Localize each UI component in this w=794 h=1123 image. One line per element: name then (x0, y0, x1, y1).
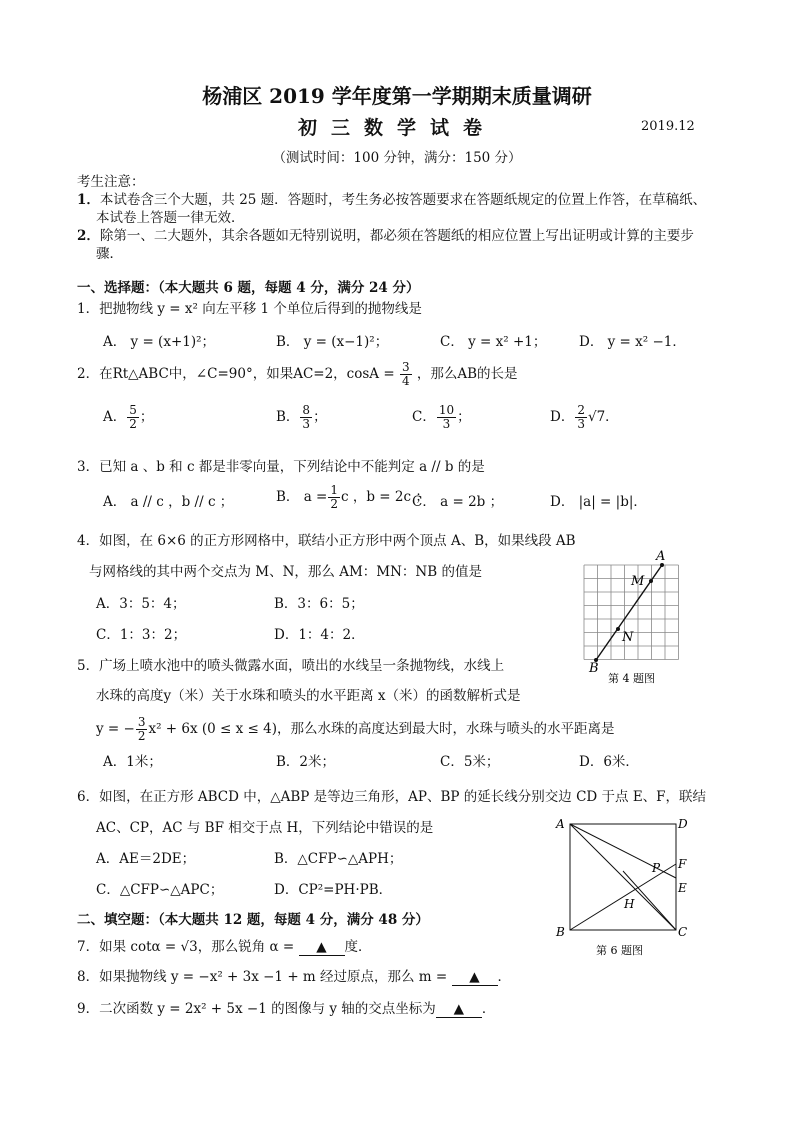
numerator: 2 (577, 403, 585, 417)
notes-item-2 (77, 224, 694, 244)
label-h: H (624, 897, 635, 911)
segment-bf (570, 864, 676, 930)
q6-option-c: C．△CFP∽△APC； (96, 882, 224, 898)
section-1-title: 一、选择题：（本大题共 6 题，每题 4 分，满分 24 分） (77, 280, 420, 296)
q2-option-c (412, 404, 471, 431)
q2-stem-fraction (400, 361, 412, 388)
label-m: M (631, 574, 645, 589)
q3-stem: 3．已知 a 、b 和 c 都是非零向量，下列结论中不能判定 a // b 的是 (77, 459, 485, 475)
numerator: 8 (302, 403, 311, 417)
option-label: D． (550, 409, 575, 425)
q2-option-a (103, 404, 153, 431)
label-b: B (556, 925, 565, 939)
formula-post: x² + 6x (0 ≤ x ≤ 4)，那么水珠的高度达到最大时，水珠与喷头的水平距离是 (148, 721, 615, 737)
q2-stem-post: ，那么AB的长是 (416, 366, 518, 382)
q5-option-d: D．6米． (579, 754, 639, 770)
exam-date: 2019.12 (641, 119, 695, 134)
label-b: B (589, 661, 599, 676)
denominator: 2 (137, 729, 146, 743)
q8 (77, 965, 511, 986)
label-a: A (556, 817, 565, 831)
q5-option-c: C．5米； (440, 754, 500, 770)
q4-stem-line-2: 与网格线的其中两个交点为 M、N，那么 AM：MN：NB 的值是 (89, 564, 482, 580)
q3-option-b (276, 484, 429, 511)
q1-option-a: A． y = (x+1)²； (103, 334, 216, 350)
figure-caption: 第 4 题图 (608, 672, 655, 685)
numerator: 10 (438, 403, 455, 417)
numerator: 3 (137, 715, 146, 729)
q6-option-d: D．CP²=PH·PB． (274, 882, 393, 898)
option-tail: √7． (587, 409, 619, 425)
q1-option-d: D． y = x² −1． (579, 334, 686, 350)
fraction (127, 404, 139, 431)
point-m (649, 579, 653, 583)
denominator: 2 (129, 417, 137, 431)
option-pre: B． a = (276, 489, 328, 505)
q5-stem-line-1: 5．广场上喷水池中的喷头微露水面，喷出的水线呈一条抛物线，水线上 (77, 658, 505, 674)
q3-option-c: C． a = 2b ； (412, 494, 504, 510)
question-tail: 度． (344, 939, 372, 955)
exam-subtitle: 初三数学试卷 (297, 117, 496, 139)
label-c: C (678, 925, 688, 939)
question-text: 9．二次函数 y = 2x² + 5x −1 的图像与 y 轴的交点坐标为 (77, 1001, 436, 1017)
numerator: 1 (330, 483, 339, 497)
q5-option-b: B．2米； (276, 754, 336, 770)
point-n (616, 627, 620, 631)
option-label: C． (412, 409, 436, 425)
notes-item-num: 2． (77, 228, 100, 244)
figure-caption: 第 6 题图 (596, 944, 643, 957)
q4-option-a: A．3：5：4； (96, 596, 186, 612)
q2-stem-pre: 2．在Rt△ABC中，∠C=90°，如果AC=2，cosA = (77, 366, 395, 382)
q3-option-a: A． a // c ，b // c ； (103, 494, 234, 510)
fraction (300, 404, 312, 431)
exam-info: （测试时间：100 分钟，满分：150 分） (272, 150, 522, 166)
denominator: 4 (401, 374, 410, 388)
label-f: F (678, 857, 687, 871)
option-label: B． (276, 409, 300, 425)
q1-stem: 1．把抛物线 y = x² 向左平移 1 个单位后得到的抛物线是 (77, 301, 422, 317)
notes-item-2-cont: 骤． (96, 246, 123, 262)
option-tail: ； (457, 409, 471, 425)
q4-option-d: D．1：4：2． (274, 627, 365, 643)
q6-square-figure (548, 812, 694, 962)
label-d: D (678, 817, 688, 831)
option-tail: ； (313, 409, 327, 425)
notes-item-num: 1． (77, 192, 100, 208)
answer-blank: ▲ (436, 1001, 482, 1018)
q4-option-c: C．1：3：2； (96, 627, 187, 643)
question-text: 8．如果抛物线 y = −x² + 3x −1 + m 经过原点，那么 m = (77, 969, 452, 985)
numerator: 3 (401, 360, 410, 374)
label-a: A (656, 549, 666, 564)
notes-item-text: 除第一、二大题外，其余各题如无特别说明，都必须在答题纸的相应位置上写出证明或计算的主要步 (99, 228, 694, 244)
fraction (437, 404, 456, 431)
q5-option-a: A．1米； (103, 754, 162, 770)
q5-stem-line-2: 水珠的高度y（米）关于水珠和喷头的水平距离 x（米）的函数解析式是 (96, 688, 521, 704)
q2-option-d (550, 404, 619, 431)
q5-stem-line-3 (96, 716, 615, 743)
denominator: 3 (302, 417, 311, 431)
exam-title: 杨浦区 2019 学年度第一学期期末质量调研 (202, 84, 592, 108)
notes-item-text: 本试卷含三个大题，共 25 题．答题时，考生务必按答题要求在答题纸规定的位置上作答，在草稿纸、 (99, 192, 707, 208)
question-text: 7．如果 cotα = √3，那么锐角 α = (77, 939, 299, 955)
fraction (328, 484, 340, 511)
label-e: E (678, 881, 687, 895)
segment-ac (570, 824, 676, 930)
notes-item-1 (77, 188, 706, 208)
section-2-title: 二、填空题：（本大题共 12 题，每题 4 分，满分 48 分） (77, 912, 429, 928)
q9 (77, 997, 495, 1018)
option-label: A． (103, 409, 127, 425)
answer-blank: ▲ (452, 969, 498, 986)
q2-stem (77, 361, 518, 388)
q4-stem-line-1: 4．如图，在 6×6 的正方形网格中，联结小正方形中两个顶点 A、B，如果线段 AB (77, 533, 576, 549)
notes-heading: 考生注意： (77, 174, 145, 190)
denominator: 3 (442, 417, 451, 431)
q6-option-a: A．AE＝2DE； (96, 851, 196, 867)
q1-option-b: B． y = (x−1)²； (276, 334, 389, 350)
fraction (136, 716, 148, 743)
denominator: 3 (577, 417, 585, 431)
numerator: 5 (129, 403, 137, 417)
q6-option-b: B．△CFP∽△APH； (274, 851, 403, 867)
q6-stem-line-2: AC、CP，AC 与 BF 相交于点 H，下列结论中错误的是 (96, 820, 434, 836)
q6-stem-line-1: 6．如图，在正方形 ABCD 中，△ABP 是等边三角形，AP、BP 的延长线分别交边 CD 于点 E、F，联结 (77, 789, 707, 805)
q7 (77, 935, 372, 956)
q4-option-b: B．3：6：5； (274, 596, 364, 612)
option-post: c ，b = 2c ； (341, 489, 429, 505)
q2-option-b (276, 404, 327, 431)
fraction (575, 404, 587, 431)
formula-pre: y = − (96, 721, 135, 737)
notes-item-1-cont: 本试卷上答题一律无效． (96, 210, 245, 226)
q4-grid-figure (570, 548, 680, 693)
option-tail: ； (139, 409, 154, 425)
answer-blank: ▲ (299, 939, 345, 956)
segment-ae (570, 824, 676, 878)
label-p: P (652, 861, 661, 875)
question-tail: ． (497, 969, 511, 985)
question-tail: ． (481, 1001, 496, 1017)
denominator: 2 (330, 497, 339, 511)
label-n: N (622, 630, 634, 645)
q3-option-d: D． |a| = |b|． (550, 494, 647, 510)
q1-option-c: C． y = x² +1； (440, 334, 547, 350)
